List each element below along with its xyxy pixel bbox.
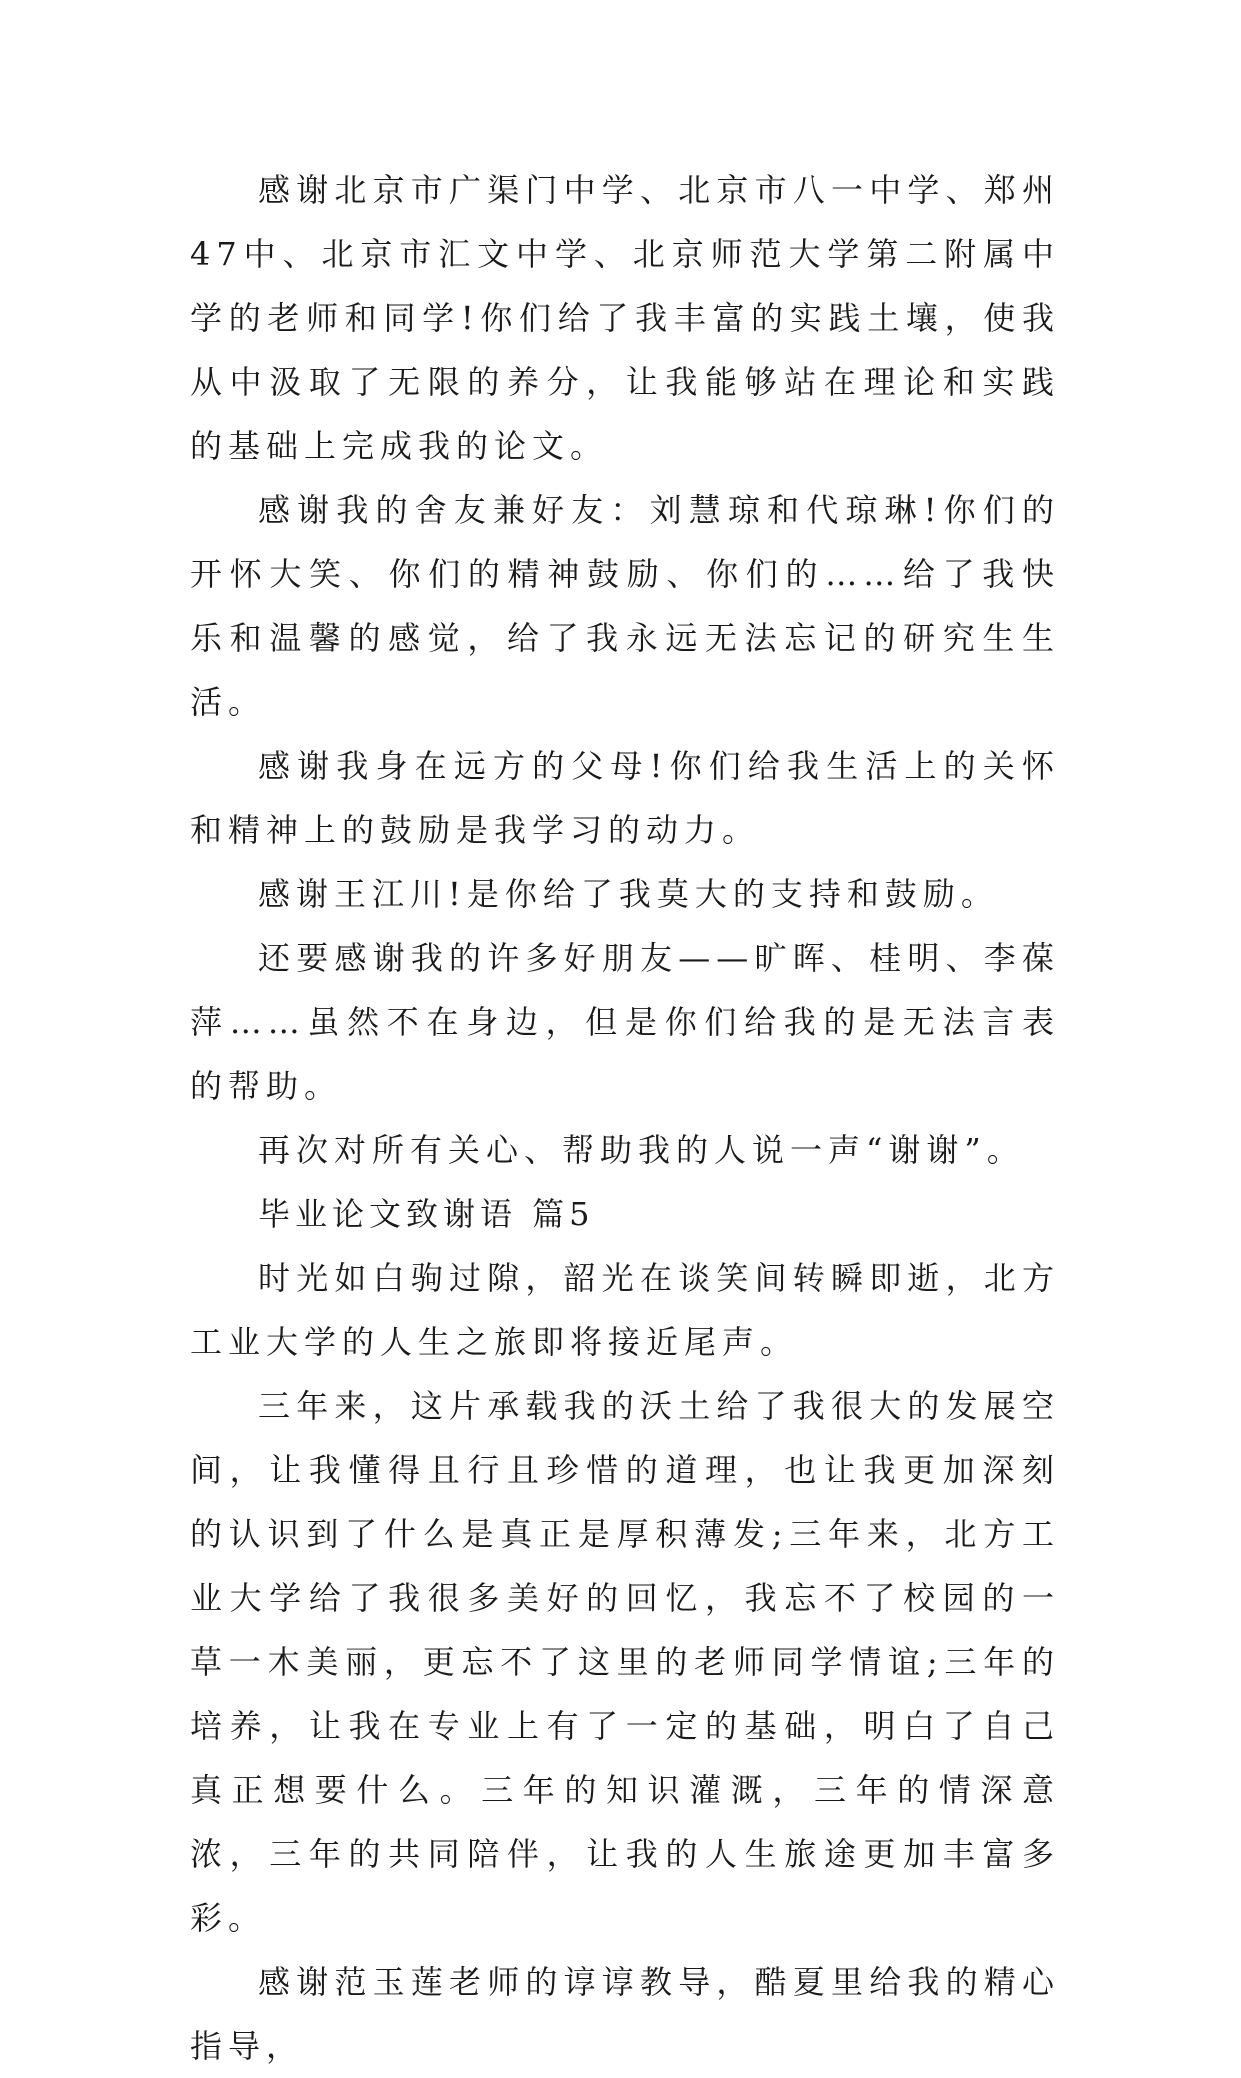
- section-heading: 毕业论文致谢语 篇5: [258, 1195, 595, 1233]
- paragraph-thanks-wang: 感谢王江川!是你给了我莫大的支持和鼓励。: [258, 875, 999, 913]
- paragraph-thanks-teacher: 感谢范玉莲老师的谆谆教导，酷夏里给我的精心指导，: [190, 1963, 1060, 2065]
- document-body: [190, 158, 1060, 2078]
- paragraph-thanks-roommates: 感谢我的舍友兼好友：刘慧琼和代琼琳!你们的开怀大笑、你们的精神鼓励、你们的……给了我快乐和温馨的感觉，给了我永远无法忘记的研究生生活。: [190, 491, 1060, 721]
- paragraph-thanks-all: 再次对所有关心、帮助我的人说一声“谢谢”。: [258, 1131, 1025, 1169]
- paragraph-thanks-parents: 感谢我身在远方的父母!你们给我生活上的关怀和精神上的鼓励是我学习的动力。: [190, 747, 1060, 849]
- paragraph-thanks-friends: 还要感谢我的许多好朋友——旷晖、桂明、李葆萍……虽然不在身边，但是你们给我的是无法言表的帮助。: [190, 939, 1060, 1105]
- paragraph-time: 时光如白驹过隙，韶光在谈笑间转瞬即逝，北方工业大学的人生之旅即将接近尾声。: [190, 1259, 1060, 1361]
- paragraph-three-years: 三年来，这片承载我的沃土给了我很大的发展空间，让我懂得且行且珍惜的道理，也让我更加深刻的认识到了什么是真正是厚积薄发;三年来，北方工业大学给了我很多美好的回忆，我忘不了校园的一草一木美丽，更忘不了这里的老师同学情谊;三年的培养，让我在专业上有了一定的基础，明白了自己真正想要什么。三年的知识灌溉，三年的情深意浓，三年的共同陪伴，让我的人生旅途更加丰富多彩。: [190, 1387, 1060, 1937]
- paragraph-thanks-schools: 感谢北京市广渠门中学、北京市八一中学、郑州47中、北京市汇文中学、北京师范大学第二附属中学的老师和同学!你们给了我丰富的实践土壤，使我从中汲取了无限的养分，让我能够站在理论和实践的基础上完成我的论文。: [190, 171, 1060, 465]
